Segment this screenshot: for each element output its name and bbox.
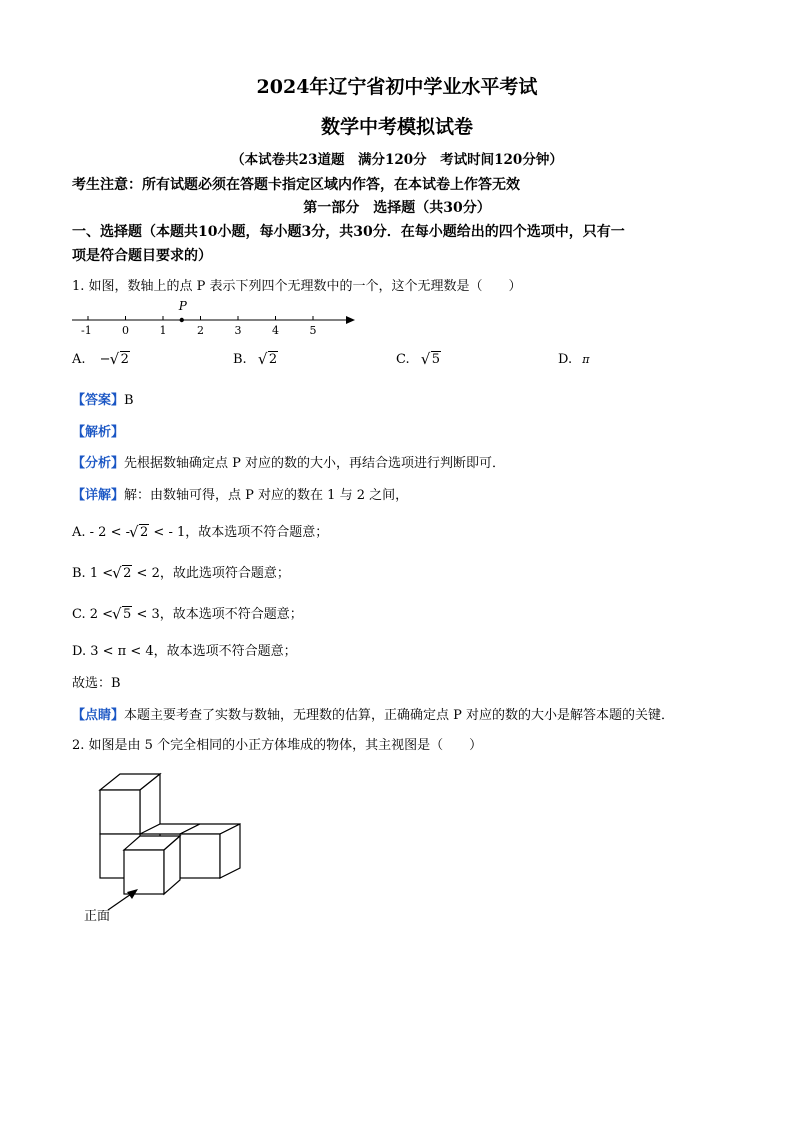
detail-option-a: A. - 2 < -√ 2 < - 1，故本选项不符合题意； [72,521,328,540]
exam-notice: 考生注意：所有试题必须在答题卡指定区域内作答，在本试卷上作答无效 [72,177,520,193]
number-line-tick-label: 0 [122,324,129,337]
fenxi-line: 【分析】先根据数轴确定点 P 对应的数的大小，再结合选项进行判断即可． [72,456,506,471]
number-line-tick-label: 3 [234,324,242,337]
q1-option-d[interactable]: D. π [558,352,590,367]
q1-option-a[interactable]: A. −√ 2 [72,352,130,367]
q1-stem: 1. 如图，数轴上的点 P 表示下列四个无理数中的一个，这个无理数是（ ） [72,279,522,294]
sqrt-symbol: √ 2 [111,352,130,367]
front-label: 正面 [84,909,111,924]
section-heading-line1: 一、选择题（本题共10小题，每小题3分，共30分．在每小题给出的四个选项中，只有一 [72,224,625,240]
sqrt-symbol: √ 5 [422,352,441,367]
section-heading-line2: 项是符合题目要求的） [72,248,212,264]
number-line [70,296,360,338]
q1-option-b[interactable]: B. √ 2 [233,352,278,367]
number-line-tick-label: 5 [309,324,317,337]
detail-option-d: D. 3 < π < 4，故本选项不符合题意； [72,644,297,659]
q1-option-c[interactable]: C. √ 5 [396,352,441,367]
number-line-tick-label: 2 [197,324,204,337]
choose-line: 故选：B [72,676,121,691]
sqrt-symbol: √ 2 [259,352,278,367]
detail-option-c: C. 2 <√ 5 < 3，故本选项不符合题意； [72,603,303,622]
point-p [180,318,184,322]
dianjing-line: 【点睛】本题主要考查了实数与数轴，无理数的估算，正确确定点 P 对应的数的大小是解答本题的关键． [72,708,675,723]
number-line-tick-label: -1 [81,324,92,337]
answer-line: 【答案】B [72,393,134,408]
detail-line: 【详解】解：由数轴可得，点 P 对应的数在 1 与 2 之间， [72,488,409,503]
analysis-heading: 【解析】 [72,425,125,440]
point-p-label: P [178,299,187,313]
exam-info: （本试卷共23道题 满分120分 考试时间120分钟） [231,152,563,168]
exam-subtitle: 数学中考模拟试卷 [320,116,473,138]
number-line-tick-label: 4 [272,324,279,337]
part-heading: 第一部分 选择题（共30分） [303,200,491,216]
cube-figure [80,770,250,930]
detail-option-b: B. 1 <√ 2 < 2，故此选项符合题意； [72,562,290,581]
q2-stem: 2. 如图是由 5 个完全相同的小正方体堆成的物体，其主视图是（ ） [72,738,483,753]
exam-title: 2024年辽宁省初中学业水平考试 [256,76,538,98]
number-line-tick-label: 1 [159,324,167,337]
